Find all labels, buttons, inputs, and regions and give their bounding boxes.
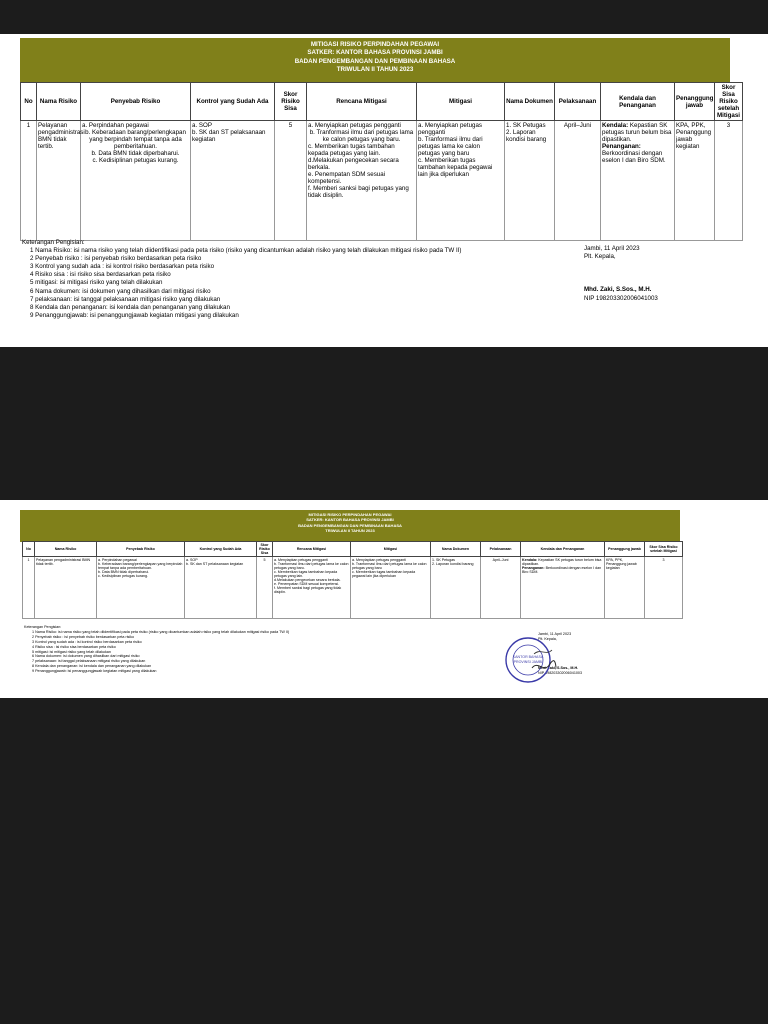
- note-item: 7 pelaksanaan: isi tanggal pelaksanaan mitigasi risiko yang dilakukan: [30, 295, 221, 303]
- notes-title: Keterangan Pengisian:: [22, 239, 85, 246]
- note-item: 3 Kontrol yang sudah ada : isi kontrol risiko berdasarkan peta risiko: [30, 263, 215, 271]
- sign-name: Mhd. Zaki, S.Sos., M.H.: [584, 286, 652, 294]
- cell-mitigasi: a. Menyiapkan petugas pengganti b. Tranformasi ilmu dari petugas lama ke calon petugas yang baru c. Memberikan tugas tambahan kepada pegawai lain jika diperlukan: [417, 121, 505, 241]
- note-item: 5 mitigasi: isi mitigasi risiko yang telah dilakukan: [30, 279, 163, 287]
- thumb-table-row: 1 Pelayanan pengadministrasi BMN tidak tertib. a. Perpindahan pegawai b. Keberadaan barang/perlengkapan yang berpindah tempat tanpa ada pemberitahuan. b. Data BMN tidak diperbaharui. c. Kedisiplinan petugas kurang. a. SOP b. SK dan ST pelaksanaan kegiatan 5 a. Menyiapkan petugas pengganti b. Tranformasi ilmu dari petugas lama ke calon petugas yang baru. c. Memberikan tugas tambahan kepada petugas yang lain. d.Melakukan pengecekan secara berkala. e. Penempatan SDM sesuai kompetensi. f. Memberi sanksi bagi petugas yang tidak disiplin. a. Menyiapkan petugas pengganti b. Tranformasi ilmu dari petugas lama ke calon petugas yang baru c. Memberikan tugas tambahan kepada pegawai lain jika diperlukan 1. SK Petugas 2. Laporan kondisi barang April–Juni Kendala: Kepastian SK petugas turun belum bisa dipastikan. Penanganan: Berkoordinasi dengan eselon I dan Biro SDM. KPA, PPK, Penanggung jawab kegiatan 3: [23, 557, 683, 619]
- document-page-1: [0, 34, 768, 347]
- note-item: 1 Nama Risiko: isi nama risiko yang telah diidentifikasi pada peta risiko (risiko yang dicantumkan adalah risiko yang telah dilakukan mitigasi risiko pada TW II): [30, 247, 462, 255]
- cell-no: 1: [21, 121, 37, 241]
- header-pelaksanaan: Pelaksanaan: [555, 83, 601, 121]
- thumb-title: MITIGASI RISIKO PERPINDAHAN PEGAWAI SATKER: KANTOR BAHASA PROVINSI JAMBI BADAN PENGEMBANGAN DAN PEMBINAAN BAHASA TRIWULAN II TAHUN 2023: [20, 510, 680, 542]
- header-dokumen: Nama Dokumen: [505, 83, 555, 121]
- cell-penyebab: a. Perpindahan pegawai b. Keberadaan barang/perlengkapan yang berpindah tempat tanpa ada pemberitahuan. b. Data BMN tidak diperbaharui. c. Kedisiplinan petugas kurang.: [81, 121, 191, 241]
- header-nama-risiko: Nama Risiko: [37, 83, 81, 121]
- thumb-risk-table: [22, 541, 683, 619]
- note-item: 2 Penyebab risiko : isi penyebab risiko berdasarkan peta risiko: [30, 255, 202, 263]
- middle-dark-band: [0, 347, 768, 500]
- note-item: 9 Penanggungjawab: isi penanggungjawab kegiatan mitigasi yang dilakukan: [30, 311, 239, 319]
- header-no: No: [21, 83, 37, 121]
- note-item: 6 Nama dokumen: isi dokumen yang dihasilkan dari mitigasi risiko: [30, 287, 211, 295]
- svg-text:KANTOR BAHASA: KANTOR BAHASA: [512, 655, 544, 659]
- top-dark-band: [0, 0, 768, 34]
- cell-pelaksanaan: April–Juni: [555, 121, 601, 241]
- cell-kontrol: a. SOP b. SK dan ST pelaksanaan kegiatan: [191, 121, 275, 241]
- bottom-dark-band: [0, 698, 768, 1024]
- header-mitigasi: Mitigasi: [417, 83, 505, 121]
- note-item: 4 Risiko sisa : isi risiko sisa berdasarkan peta risiko: [30, 271, 171, 279]
- document-title: MITIGASI RISIKO PERPINDAHAN PEGAWAI SATKER: KANTOR BAHASA PROVINSI JAMBI BADAN PENGEMBANGAN DAN PEMBINAAN BAHASA TRIWULAN II TAHUN 2023: [20, 38, 730, 84]
- thumb-signature-block: Jambi, 11 April 2023 Plt. Kepala, Mhd. Zaki, S.Sos., M.H. NIP 198203302006041003: [538, 632, 583, 675]
- note-item: 8 Kendala dan penanganan: isi kendala dan penanganan yang dilakukan: [30, 303, 230, 311]
- cell-kendala: Kendala: Kepastian SK petugas turun belum bisa dipastikan. Penanganan: Berkoordinasi dengan eselon I dan Biro SDM.: [601, 121, 675, 241]
- sign-nip: NIP 198203302006041003: [584, 294, 658, 302]
- header-kendala: Kendala dan Penanganan: [601, 83, 675, 121]
- cell-skor: 5: [275, 121, 307, 241]
- table-row: [21, 121, 743, 241]
- signature-block: [584, 245, 658, 303]
- thumb-notes-section: Keterangan Pengisian: 1 Nama Risiko: isi nama risiko yang telah diidentifikasi pada peta risiko (risiko yang dicantumkan adalah risiko yang telah dilakukan mitigasi risiko pada TW II) 2 Penyebab risiko : isi penyebab risiko berdasarkan peta risiko 3 Kontrol yang sudah ada : isi kontrol risiko berdasarkan peta risiko 4 Risiko sisa : isi risiko sisa berdasarkan peta risiko 5 mitigasi: isi mitigasi risiko yang telah dilakukan 6 Nama dokumen: isi dokumen yang dihasilkan dari mitigasi risiko 7 pelaksanaan: isi tanggal pelaksanaan mitigasi risiko yang dilakukan 8 Kendala dan penanganan: isi kendala dan penanganan yang dilakukan 9 Penanggungjawab: isi penanggungjawab kegiatan mitigasi yang dilakukan: [24, 625, 290, 674]
- sign-role: Plt. Kepala,: [584, 253, 616, 261]
- header-skor: Skor Risiko Sisa: [275, 83, 307, 121]
- cell-nama-risiko: Pelayanan pengadministrasi BMN tidak tertib.: [37, 121, 81, 241]
- header-kontrol: Kontrol yang Sudah Ada: [191, 83, 275, 121]
- header-skor-sisa: Skor Sisa Risiko setelah Mitigasi: [715, 83, 743, 121]
- svg-text:PROVINSI JAMBI: PROVINSI JAMBI: [513, 660, 543, 664]
- cell-dokumen: 1. SK Petugas 2. Laporan kondisi barang: [505, 121, 555, 241]
- cell-skor-sisa: 3: [715, 121, 743, 241]
- header-rencana: Rencana Mitigasi: [307, 83, 417, 121]
- header-penyebab: Penyebab Risiko: [81, 83, 191, 121]
- risk-mitigation-table: [20, 82, 743, 241]
- cell-rencana: a. Menyiapkan petugas pengganti b. Tranformasi ilmu dari petugas lama ke calon petugas yang baru. c. Memberikan tugas tambahan kepada petugas yang lain. d.Melakukan pengecekan secara berkala. e. Penempatan SDM sesuai kompetensi. f. Memberi sanksi bagi petugas yang tidak disiplin.: [307, 121, 417, 241]
- sign-place-date: Jambi, 11 April 2023: [584, 245, 640, 252]
- cell-penanggung: KPA, PPK, Penanggung jawab kegiatan: [675, 121, 715, 241]
- official-stamp-icon: [498, 634, 558, 686]
- header-penanggung: Penanggung jawab: [675, 83, 715, 121]
- notes-section: [22, 239, 462, 320]
- thumb-header-row: No Nama Risiko Penyebab Risiko Kontrol yang Sudah Ada Skor Risiko Sisa Rencana Mitigasi Mitigasi Nama Dokumen Pelaksanaan Kendala dan Penanganan Penanggung jawab Skor Sisa Risiko setelah Mitigasi: [23, 542, 683, 557]
- table-header-row: [21, 83, 743, 121]
- document-page-2: [0, 500, 768, 698]
